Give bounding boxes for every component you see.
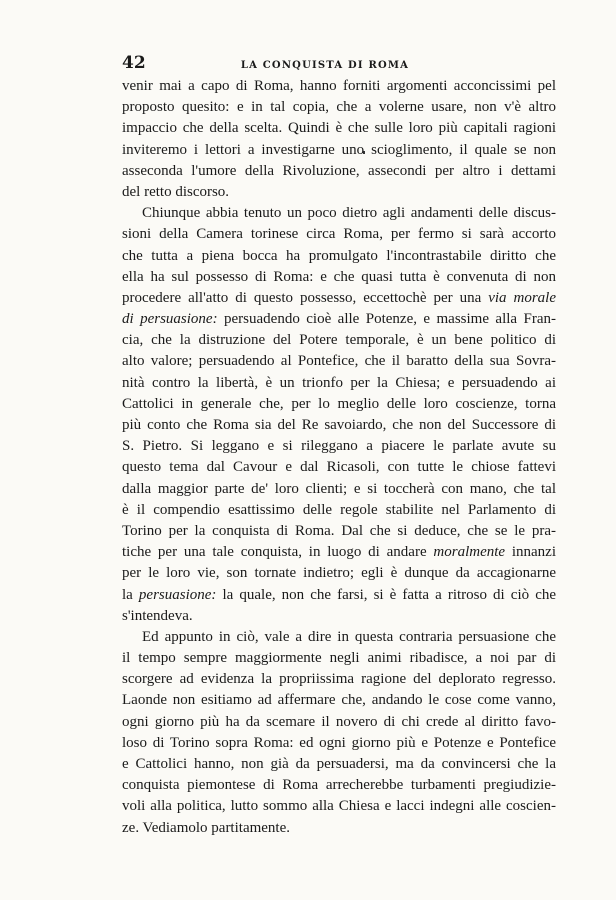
text-line: s'intendeva. bbox=[122, 607, 193, 624]
paragraph bbox=[122, 203, 556, 627]
text-line: nità contro la libertà, è un trionfo per la Chiesa; e persuadendo ai bbox=[122, 374, 556, 391]
text-line: che tutta a piena bocca ha promulgato l'incontrastabile diritto che bbox=[122, 247, 556, 264]
text-line: e Cattolici hanno, non già da persuadersi, ma da convincersi che la bbox=[122, 756, 556, 772]
paragraph bbox=[122, 627, 556, 839]
page-number: 42 bbox=[122, 53, 146, 73]
text-line: procedere all'atto di questo possesso, eccettochè per una via morale bbox=[122, 289, 556, 306]
text-line: la persuasione: la quale, non che farsi, si è fatta a ritroso di ciò che bbox=[122, 586, 557, 603]
text-line: asseconda l'umore della Rivoluzione, assecondi per altro i dettami bbox=[122, 162, 556, 179]
text-line: ze. Vediamolo partitamente. bbox=[122, 819, 290, 836]
page-body bbox=[122, 76, 556, 839]
text-line: inviteremo i lettori a investigarne uno scioglimento, il quale se non bbox=[122, 141, 556, 158]
text-line: questo tema dal Cavour e dal Ricasoli, con tutte le chiose fattevi bbox=[122, 459, 556, 476]
text-line: dalla maggior parte de' loro clienti; e si toccherà con mano, che tal bbox=[122, 480, 556, 497]
text-line: scorgere ad evidenza la propriissima ragione del deplorato regresso. bbox=[122, 671, 556, 688]
text-line: è il compendio esattissimo delle regole stabilite nel Parlamento di bbox=[122, 501, 556, 518]
text-line: S. Pietro. Si leggano e si rileggano a piacere le parlate avute su bbox=[122, 438, 556, 455]
paragraph bbox=[122, 76, 556, 203]
text-line: il tempo sempre maggiormente negli animi ribadisce, a noi par di bbox=[122, 650, 556, 667]
text-line: tiche per una tale conquista, in luogo di andare moralmente innanzi bbox=[122, 544, 556, 561]
text-line: del retto discorso. bbox=[122, 183, 230, 200]
text-line: più conto che Roma sia del Re savoiardo, che non del Successore di bbox=[122, 417, 556, 433]
text-line: Cattolici in generale che, per lo meglio delle loro coscienze, torna bbox=[122, 395, 556, 412]
text-line: ogni giorno più ha da scemare il novero di chi crede al diritto favo- bbox=[122, 713, 556, 730]
running-title: LA CONQUISTA DI ROMA bbox=[240, 60, 410, 71]
text-line: conquista piemontese di Roma arrecherebbe turbamenti pregiudizie- bbox=[122, 777, 556, 794]
text-line: proposto quesito: e in tal copia, che a volerne usare, non v'è altro bbox=[122, 99, 556, 116]
text-line: alto valore; persuadendo al Pontefice, che il baratto della sua Sovra- bbox=[122, 353, 556, 370]
text-line: voli alla politica, lutto sommo alla Chiesa e lacci indegni alle coscien- bbox=[122, 798, 556, 815]
text-line: Torino per la conquista di Roma. Dal che si deduce, che se le pra- bbox=[122, 522, 556, 539]
text-line: per le loro vie, son tornate indietro; egli è dunque da accagionarne bbox=[122, 565, 556, 582]
text-line: Laonde non esitiamo ad affermare che, andando le cose come vanno, bbox=[122, 692, 556, 709]
text-line: impaccio che della scelta. Quindi è che sulle loro più capitali ragioni bbox=[122, 120, 556, 137]
text-line: di persuasione: persuadendo cioè alle Potenze, e massime alla Fran- bbox=[122, 311, 556, 328]
text-line: ella ha sul possesso di Roma: e che quasi tutta è convenuta di non bbox=[122, 268, 556, 285]
text-line: loso di Torino sopra Roma: ed ogni giorno più e Potenze e Pontefice bbox=[122, 734, 556, 751]
text-line: Chiunque abbia tenuto un poco dietro agli andamenti delle discus- bbox=[142, 205, 556, 222]
text-line: Ed appunto in ciò, vale a dire in questa contraria persuasione che bbox=[142, 628, 556, 645]
text-line: cia, che la distruzione del Potere temporale, è un bene politico di bbox=[122, 332, 556, 349]
text-line: venir mai a capo di Roma, hanno forniti argomenti acconcissimi pel bbox=[122, 78, 556, 94]
text-line: sioni della Camera torinese circa Roma, per fermo si sarà accorto bbox=[122, 226, 556, 243]
